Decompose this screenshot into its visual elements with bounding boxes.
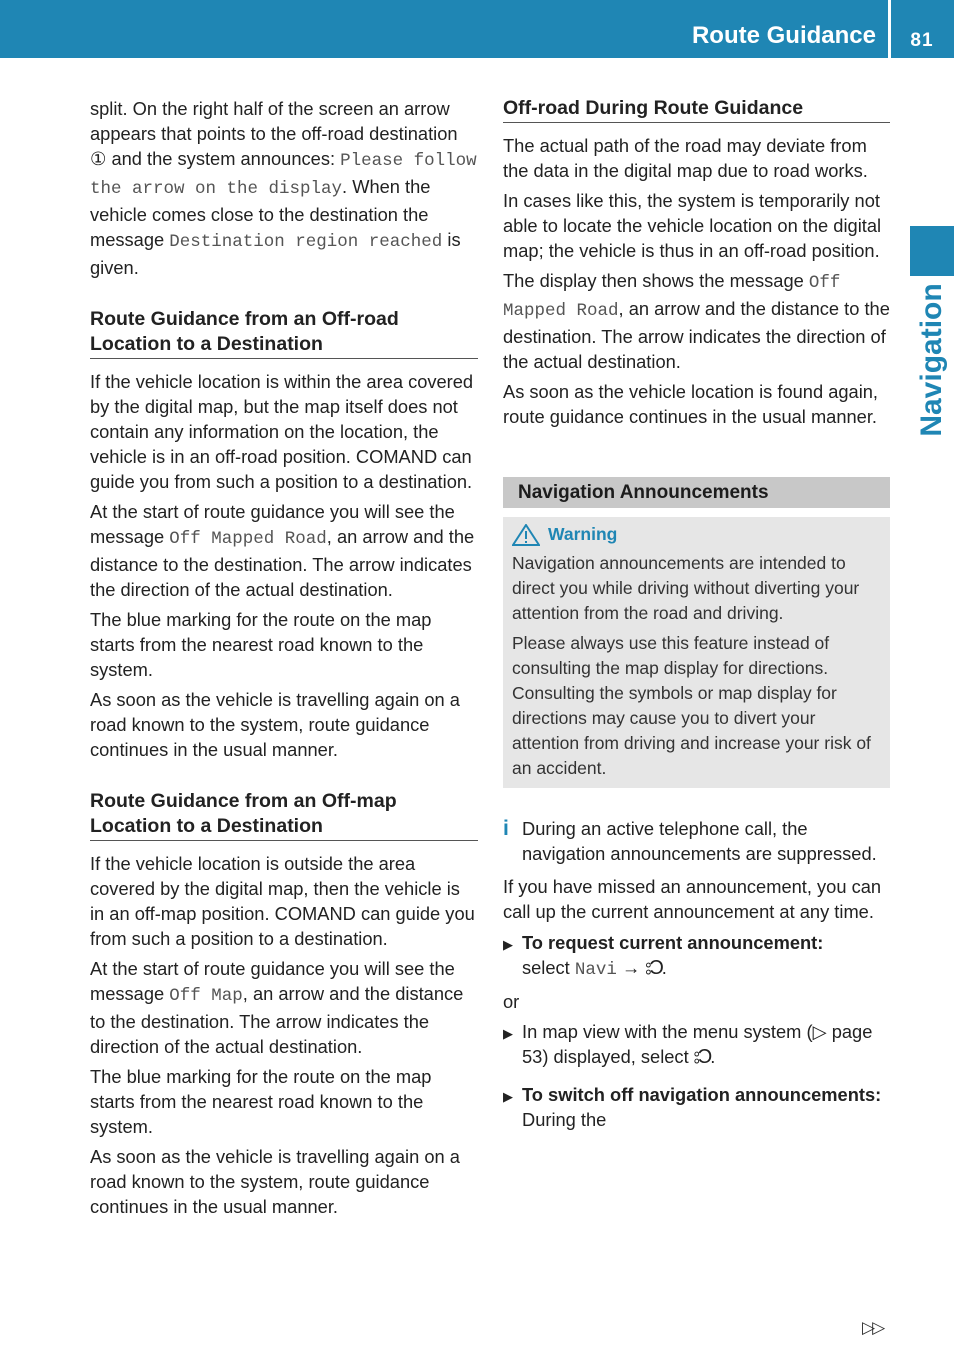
paragraph: If the vehicle location is within the area covered by the digital map, but the map itself does not contain any information on the location, the vehicle is in an off-road position. COMAND can guide you from such a position to a destination. [90, 371, 474, 492]
step-label: To request current announcement: [522, 932, 824, 953]
instruction-step: ▶ In map view with the menu system (▷ page 53) displayed, select ⦂Ɔ. [503, 1021, 873, 1068]
continue-icon: ▷▷ [862, 1318, 883, 1337]
instruction-step: ▶ To switch off navigation announcements: During the [503, 1084, 882, 1130]
section-heading: Off-road During Route Guidance [503, 96, 890, 123]
info-text: During an active telephone call, the navigation announcements are suppressed. [522, 818, 877, 864]
paragraph: At the start of route guidance you will see the message Off Mapped Road, an arrow and the distance to the destination. The arrow indicates the direction of the actual destination. [90, 501, 475, 600]
callout-marker: ① [90, 148, 107, 169]
intro-paragraph: split. On the right half of the screen an arrow appears that points to the off-road destination ① and the system announces: Please follow the arrow on the display. When the vehicle comes close to the destination the message Destination region reached is given. [90, 98, 477, 278]
page-number: 81 [910, 30, 934, 51]
arrow-right-icon: → [621, 957, 641, 978]
paragraph: The display then shows the message Off Mapped Road, an arrow and the distance to the destination. The arrow indicates the direction of the actual destination. [503, 270, 890, 372]
system-message: Off Map [169, 986, 243, 1006]
section-heading: Route Guidance from an Off-map Location to a Destination [90, 789, 478, 841]
side-tab-label: Navigation [915, 283, 948, 437]
warning-paragraph: Please always use this feature instead of consulting the map display for directions. Consulting the symbols or map display for directions may cause you to divert your attention from driving and increase your risk of an accident. [512, 633, 871, 778]
paragraph: If the vehicle location is outside the area covered by the digital map, then the vehicle is in an off-map position. COMAND can guide you from such a position to a destination. [90, 853, 475, 949]
section-heading: Route Guidance from an Off-road Location to a Destination [90, 307, 478, 359]
warning-triangle-icon [512, 524, 540, 546]
paragraph: As soon as the vehicle is travelling again on a road known to the system, route guidance continues in the usual manner. [90, 689, 460, 760]
bullet-arrow-icon: ▶ [503, 937, 513, 952]
system-message: Off Mapped Road [503, 273, 841, 321]
section-title-box: Navigation Announcements [503, 477, 890, 508]
connector-text: or [503, 991, 520, 1012]
right-column [503, 96, 890, 1132]
step-label: To switch off navigation announcements: [522, 1084, 882, 1105]
warning-box [503, 517, 890, 788]
system-message: Please follow the arrow on the display [90, 151, 477, 199]
paragraph: The actual path of the road may deviate from the data in the digital map due to road works. [503, 135, 868, 181]
warning-label: Warning [548, 524, 618, 544]
instruction-step: ▶ To request current announcement: select Navi → ⦂Ɔ. [503, 930, 890, 983]
header-divider [888, 0, 891, 58]
menu-item-navi: Navi [574, 960, 617, 980]
paragraph: If you have missed an announcement, you can call up the current announcement at any time. [503, 876, 882, 922]
speech-button-icon: ⦂Ɔ [645, 957, 662, 979]
info-icon: i [503, 817, 509, 840]
speech-button-icon: ⦂Ɔ [693, 1046, 711, 1068]
page-reference-icon: ▷ [812, 1021, 827, 1042]
warning-paragraph: Navigation announcements are intended to direct you while driving without diverting your attention from the road and driving. [512, 553, 860, 623]
side-tab-marker [910, 226, 954, 276]
system-message: Off Mapped Road [169, 529, 327, 549]
system-message: Destination region reached [169, 232, 443, 252]
paragraph: In cases like this, the system is temporarily not able to locate the vehicle location on the digital map; the vehicle is thus in an off-road position. [503, 190, 882, 261]
paragraph: The blue marking for the route on the map starts from the nearest road known to the system. [90, 1066, 432, 1137]
bullet-arrow-icon: ▶ [503, 1089, 513, 1104]
paragraph: As soon as the vehicle is travelling again on a road known to the system, route guidance continues in the usual manner. [90, 1146, 460, 1217]
paragraph: As soon as the vehicle location is found again, route guidance continues in the usual manner. [503, 381, 879, 427]
bullet-arrow-icon: ▶ [503, 1026, 513, 1041]
paragraph: At the start of route guidance you will see the message Off Map, an arrow and the distance to the destination. The arrow indicates the direction of the actual destination. [90, 958, 464, 1057]
info-note [503, 816, 890, 866]
paragraph: The blue marking for the route on the map starts from the nearest road known to the system. [90, 609, 432, 680]
chapter-title: Route Guidance [691, 22, 876, 49]
left-column [90, 96, 478, 1224]
